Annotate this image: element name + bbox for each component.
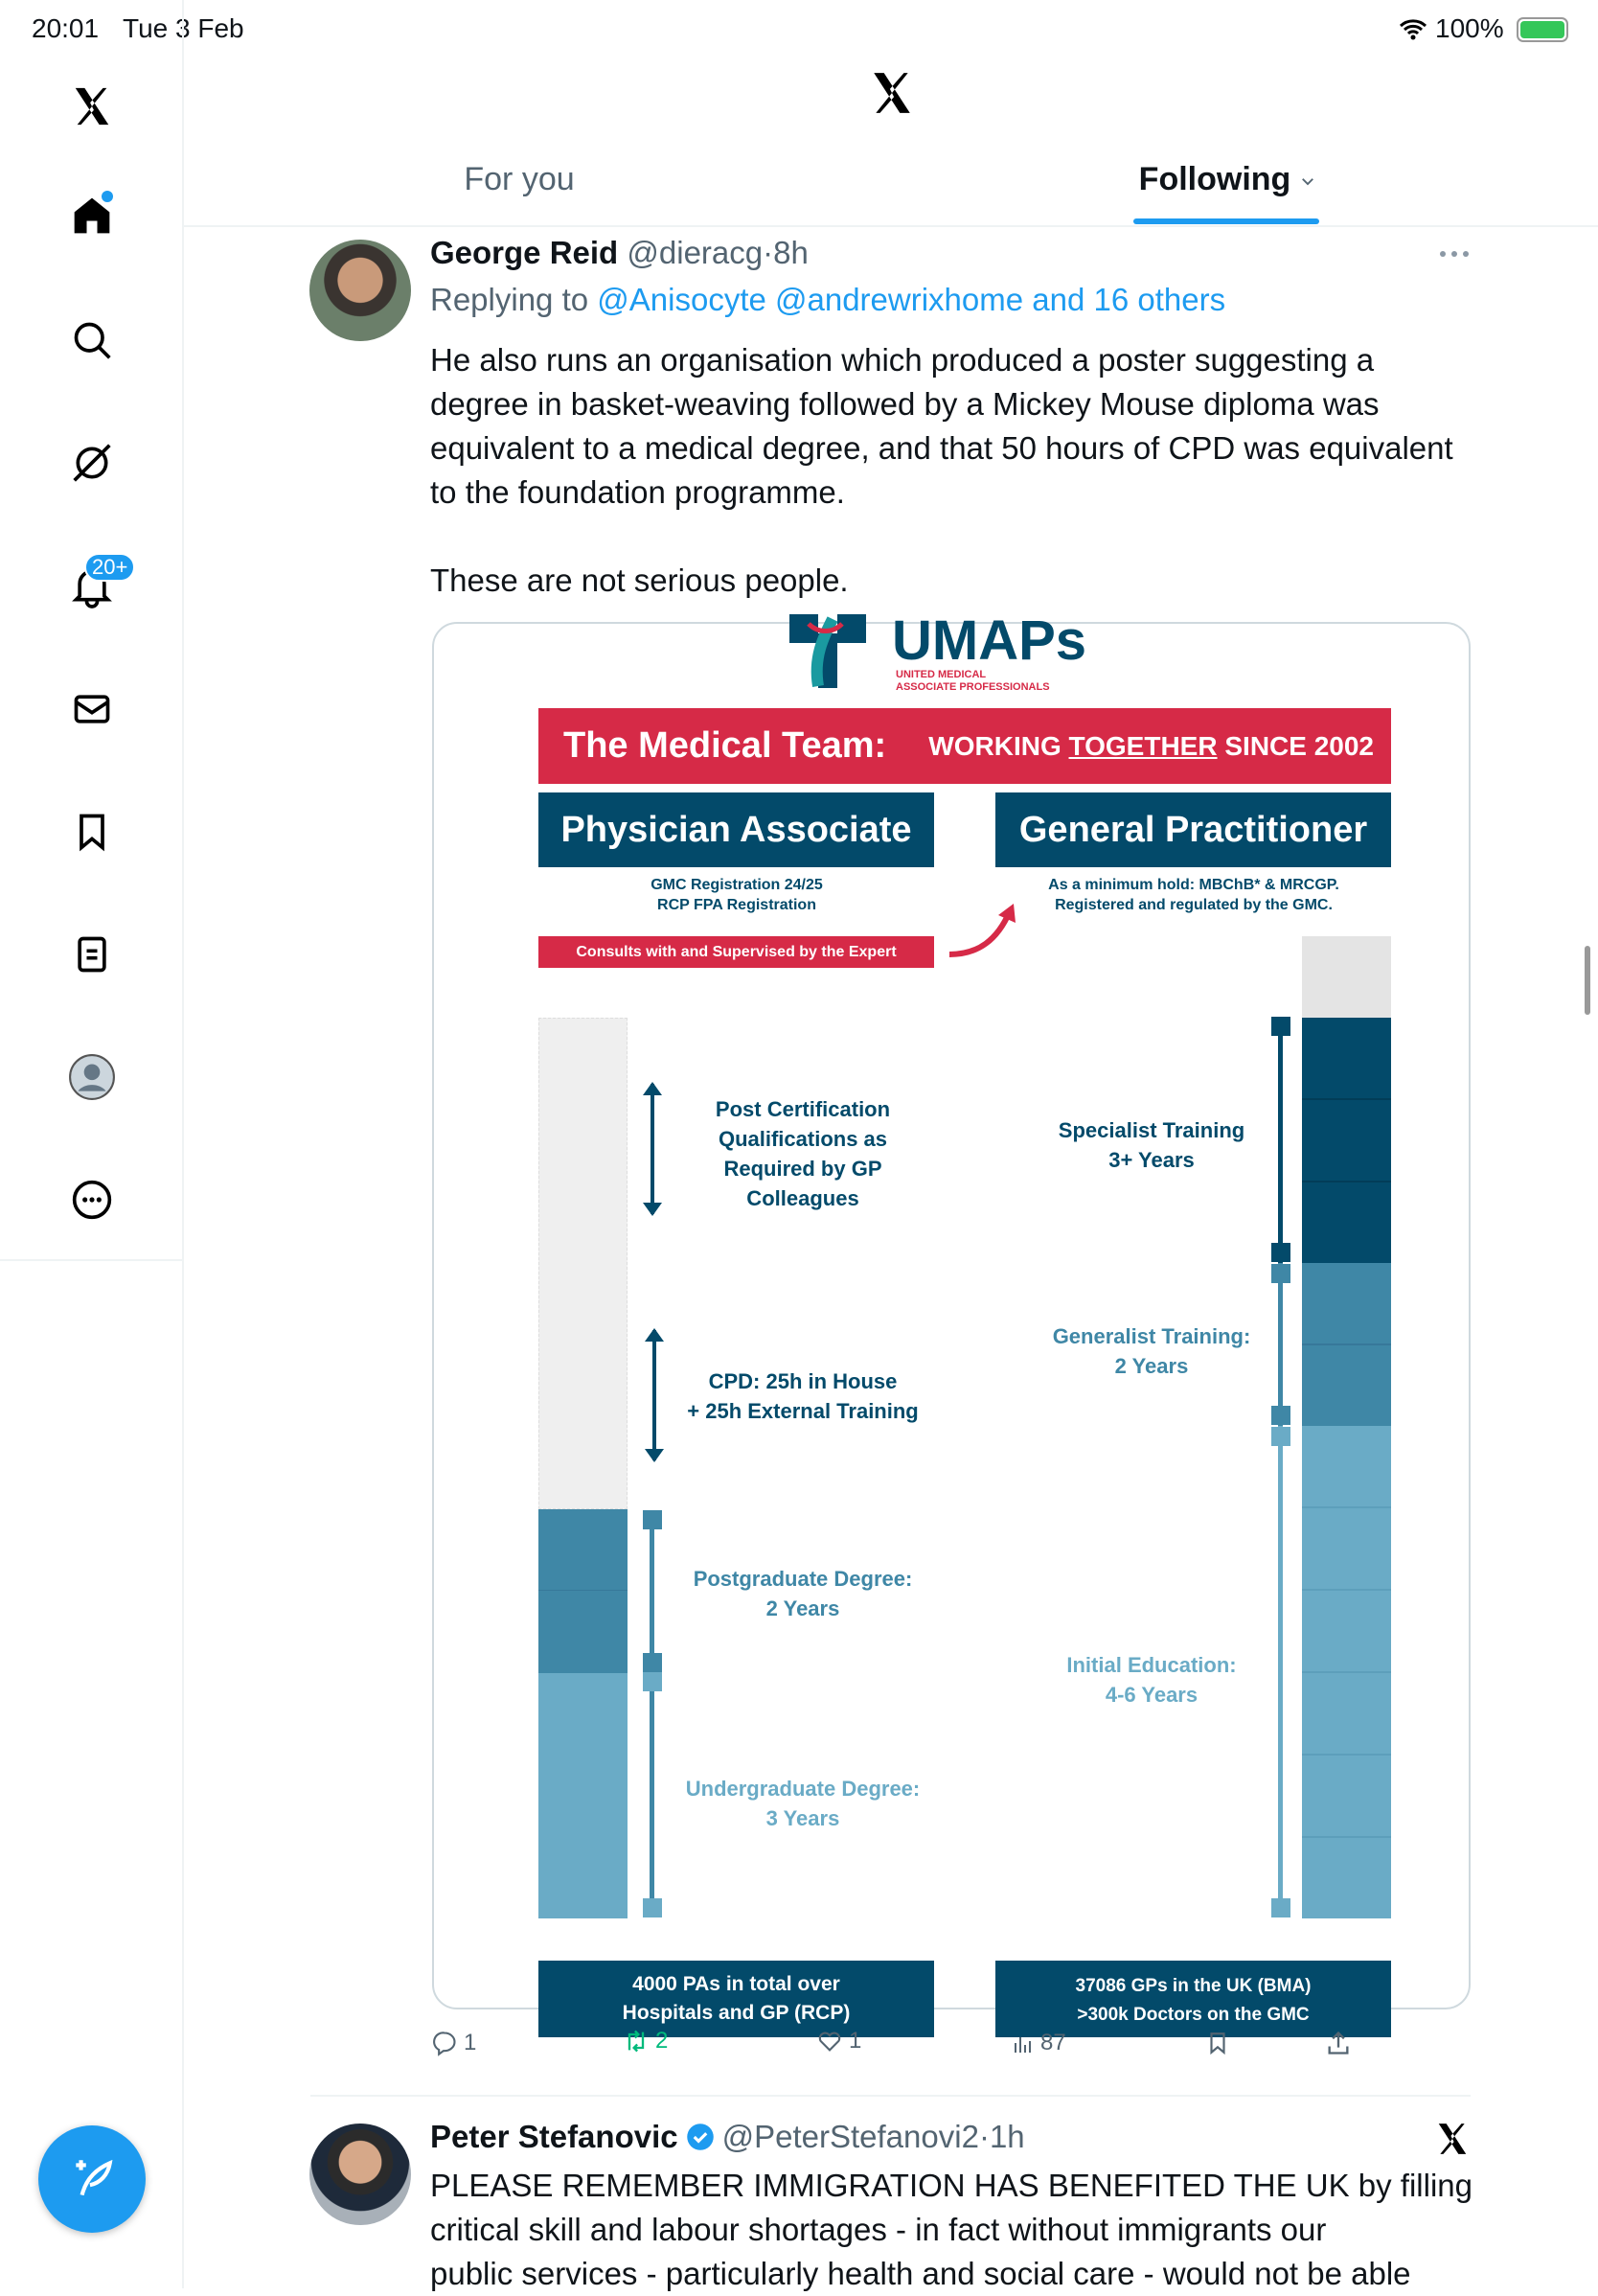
share-icon <box>1325 2030 1352 2056</box>
tweet-body-container <box>430 338 1455 616</box>
repost-icon <box>623 2028 650 2055</box>
timeline-marker <box>1271 1898 1290 1917</box>
gp-registration: As a minimum hold: MBChB* & MRCGP. Registered and regulated by the GMC. <box>1048 877 1339 913</box>
avatar[interactable] <box>309 240 411 341</box>
double-arrow-icon <box>643 1326 666 1469</box>
reply-button[interactable] <box>431 2030 476 2056</box>
compose-button[interactable] <box>38 2125 146 2233</box>
search-icon[interactable] <box>69 317 115 363</box>
scrollbar[interactable] <box>1585 946 1590 1015</box>
pa-label-postgrad: Postgraduate Degree: 2 Years <box>693 1567 913 1620</box>
separator: · <box>763 235 774 270</box>
x-logo-icon <box>1434 2121 1471 2162</box>
tweet-time: 1h <box>989 2119 1025 2154</box>
timeline-marker <box>643 1672 662 1691</box>
avatar[interactable] <box>309 2124 411 2225</box>
reply-count: 1 <box>464 2030 477 2055</box>
replying-to-links[interactable]: @Anisocyte @andrewrixhome and 16 others <box>597 282 1226 317</box>
tweet-time: 8h <box>773 235 809 270</box>
timeline-marker <box>643 1653 662 1672</box>
more-icon[interactable] <box>69 1177 115 1223</box>
bookmark-icon[interactable] <box>69 809 115 855</box>
curved-arrow-icon <box>945 902 1021 964</box>
timeline-marker <box>1271 1427 1290 1446</box>
timeline-marker <box>1271 1406 1290 1425</box>
gp-footer: 37086 GPs in the UK (BMA) >300k Doctors on the GMC <box>995 1961 1391 2037</box>
gp-bar-generalist <box>1302 1263 1391 1426</box>
tweet-header <box>430 235 809 271</box>
replying-to <box>430 282 1225 318</box>
verified-badge-icon <box>686 2123 715 2151</box>
consults-bar: Consults with and Supervised by the Expert <box>538 936 934 968</box>
umaps-logo-icon <box>780 614 876 688</box>
medical-team-banner: The Medical Team: WORKING TOGETHER SINCE 2002 <box>538 708 1391 784</box>
tab-following[interactable]: Following <box>1138 161 1291 197</box>
mail-icon[interactable] <box>69 686 115 732</box>
battery-icon <box>1517 17 1568 42</box>
timeline-marker <box>1271 1243 1290 1262</box>
chevron-down-icon[interactable] <box>1299 172 1316 195</box>
tweet-separator <box>310 2095 1471 2097</box>
share-button[interactable] <box>1325 2030 1352 2056</box>
logo-subtitle: UNITED MEDICAL ASSOCIATE PROFESSIONALS <box>896 669 1050 693</box>
gp-timeline-specialist <box>1278 1018 1283 1263</box>
timeline-marker <box>1271 1017 1290 1036</box>
wifi-icon <box>1399 17 1427 40</box>
views-button[interactable] <box>1012 2030 1066 2056</box>
bookmark-icon <box>1205 2030 1230 2056</box>
status-time: 20:01 <box>32 13 100 43</box>
pa-bar-postgrad-1 <box>538 1509 628 1591</box>
tab-for-you[interactable]: For you <box>464 161 575 197</box>
author-name[interactable]: Peter Stefanovic <box>430 2119 678 2154</box>
pa-bar-empty <box>538 1018 628 1509</box>
pa-title: Physician Associate <box>538 792 934 867</box>
author-handle[interactable]: @PeterStefanovi2 <box>721 2119 979 2154</box>
bookmark-button[interactable] <box>1205 2030 1230 2056</box>
profile-icon[interactable] <box>69 1054 115 1100</box>
timeline-marker <box>643 1898 662 1917</box>
notifications-icon[interactable] <box>69 555 128 608</box>
timeline-marker <box>643 1510 662 1529</box>
tweet-body: PLEASE REMEMBER IMMIGRATION HAS BENEFITED THE UK by filling critical skill and labour shortages - in fact without immigrants our public services - particularly health and social care - would not be able <box>430 2168 1472 2291</box>
like-button[interactable] <box>816 2028 861 2055</box>
author-name[interactable]: George Reid <box>430 235 619 270</box>
views-count: 87 <box>1040 2030 1066 2055</box>
x-logo-icon[interactable] <box>69 83 115 129</box>
tweet-body: He also runs an organisation which produced a poster suggesting a degree in basket-weaving followed by a Mickey Mouse diploma was equivalent to a medical degree, and that 50 hours of CPD was equivalent to the foundation programme. <box>430 342 1453 510</box>
pa-label-undergrad: Undergraduate Degree: 3 Years <box>685 1777 921 1830</box>
separator: · <box>978 2119 990 2154</box>
pa-bar-postgrad-2 <box>538 1591 628 1673</box>
pa-timeline <box>650 1520 654 1908</box>
pa-bar-undergrad <box>538 1673 628 1918</box>
repost-count: 2 <box>655 2028 669 2054</box>
reply-icon <box>431 2030 458 2056</box>
timeline-marker <box>1271 1264 1290 1283</box>
tweet-header <box>430 2119 1025 2155</box>
gp-timeline-generalist <box>1278 1263 1283 1426</box>
replying-prefix: Replying to <box>430 282 598 317</box>
like-count: 1 <box>849 2028 862 2054</box>
pa-label-post-cert: Post Certification Qualifications as Required by GP Colleagues <box>715 1097 891 1210</box>
notifications-badge: 20+ <box>84 553 135 582</box>
tab-indicator <box>1133 218 1319 224</box>
pa-label-cpd: CPD: 25h in House + 25h External Training <box>687 1369 919 1423</box>
gp-timeline-initial <box>1278 1426 1283 1909</box>
tweet-image[interactable] <box>432 609 1471 2025</box>
repost-button[interactable] <box>623 2028 668 2055</box>
gp-title: General Practitioner <box>995 792 1391 867</box>
grok-icon[interactable] <box>69 440 115 486</box>
tweet-body-2: These are not serious people. <box>430 563 849 598</box>
more-options-icon[interactable] <box>1437 244 1472 268</box>
pa-footer: 4000 PAs in total over Hospitals and GP (RCP) <box>538 1961 934 2037</box>
header-divider <box>184 225 1598 227</box>
double-arrow-icon <box>641 1080 664 1223</box>
lists-icon[interactable] <box>69 931 115 977</box>
heart-icon <box>816 2028 843 2055</box>
gp-bar-specialist <box>1302 1018 1391 1263</box>
gp-label-initial: Initial Education: 4-6 Years <box>1066 1653 1237 1707</box>
home-icon[interactable] <box>69 193 115 239</box>
gp-bar-initial <box>1302 1426 1391 1918</box>
author-handle[interactable]: @dieracg <box>627 235 764 270</box>
logo-text: UMAPs <box>892 609 1087 672</box>
gp-bar-empty <box>1302 936 1391 1018</box>
sidebar-divider <box>0 1259 184 1261</box>
compose-icon <box>68 2155 116 2203</box>
status-date: Tue 3 Feb <box>123 13 244 43</box>
views-icon <box>1012 2032 1035 2055</box>
gp-label-generalist: Generalist Training: 2 Years <box>1052 1324 1251 1378</box>
battery-percent: 100% <box>1435 13 1504 43</box>
x-header-logo[interactable] <box>868 69 916 122</box>
pa-registration: GMC Registration 24/25 RCP FPA Registration <box>651 877 823 913</box>
gp-label-specialist: Specialist Training 3+ Years <box>1058 1118 1245 1172</box>
